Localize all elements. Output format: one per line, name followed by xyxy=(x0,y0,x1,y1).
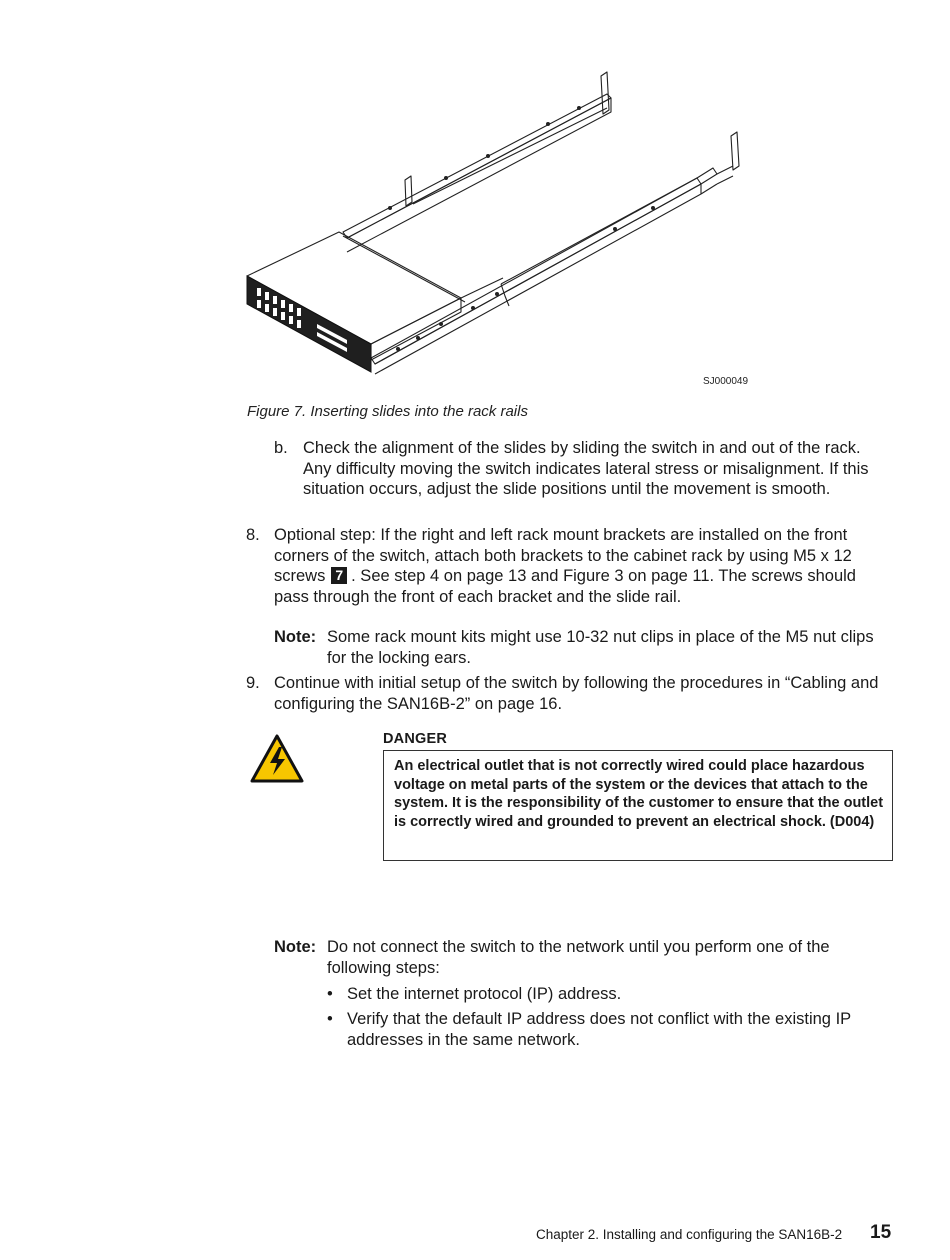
step-9-text: Continue with initial setup of the switch by following the procedures in “Cabling and configuring the SAN16B-2” on page 16. xyxy=(274,674,879,713)
note2-text: Do not connect the switch to the network until you perform one of the following steps: xyxy=(327,938,830,977)
left-rail-front-bracket xyxy=(405,176,412,206)
figure-caption: Figure 7. Inserting slides into the rack rails xyxy=(247,403,528,420)
note2-label: Note: xyxy=(274,938,317,956)
step-9-marker: 9. xyxy=(246,674,260,692)
step-8-marker: 8. xyxy=(246,526,260,544)
right-rail-rear-bracket xyxy=(731,132,739,170)
step-8-text-after: . See step 4 on page 13 and Figure 3 on page 11. The screws should pass through the front of each bracket and the slide rail. xyxy=(274,567,856,606)
step-8-text xyxy=(274,525,894,607)
danger-title: DANGER xyxy=(383,731,448,747)
bullet-item: Set the internet protocol (IP) address. xyxy=(347,985,622,1003)
electrical-hazard-icon xyxy=(249,733,305,785)
right-rail xyxy=(371,178,701,364)
note-label: Note: xyxy=(274,628,317,646)
callout-7: 7 xyxy=(331,567,347,584)
step-b-marker: b. xyxy=(274,439,288,457)
left-rail-rear-bracket xyxy=(601,72,609,114)
bullet-dot: • xyxy=(327,1010,333,1028)
switch-front-panel xyxy=(247,276,371,372)
danger-box: An electrical outlet that is not correctly wired could place hazardous voltage on metal parts of the system or the devices that attach to the system. It is the responsibility of the customer to ensure that the outlet is correctly wired and grounded to prevent an electrical shock. (D004) xyxy=(383,750,893,861)
step-8-text-before: Optional step: If the right and left rack mount brackets are installed on the front corners of the switch, attach both brackets to the cabinet rack by using M5 x 12 screws xyxy=(274,526,852,585)
step-b-text: Check the alignment of the slides by sliding the switch in and out of the rack. Any difficulty moving the switch indicates lateral stress or misalignment. If this situation occurs, adjust the slide positions until the movement is smooth. xyxy=(303,439,869,498)
rack-rails-figure xyxy=(243,66,763,396)
note-text: Some rack mount kits might use 10-32 nut clips in place of the M5 nut clips for the locking ears. xyxy=(327,628,874,667)
figure-id: SJ000049 xyxy=(703,376,749,387)
bullet-item: Verify that the default IP address does not conflict with the existing IP addresses in the same network. xyxy=(347,1010,851,1049)
footer-chapter: Chapter 2. Installing and configuring the SAN16B-2 xyxy=(536,1227,843,1242)
bullet-dot: • xyxy=(327,985,333,1003)
page-number: 15 xyxy=(870,1222,892,1243)
left-rail xyxy=(343,94,611,238)
